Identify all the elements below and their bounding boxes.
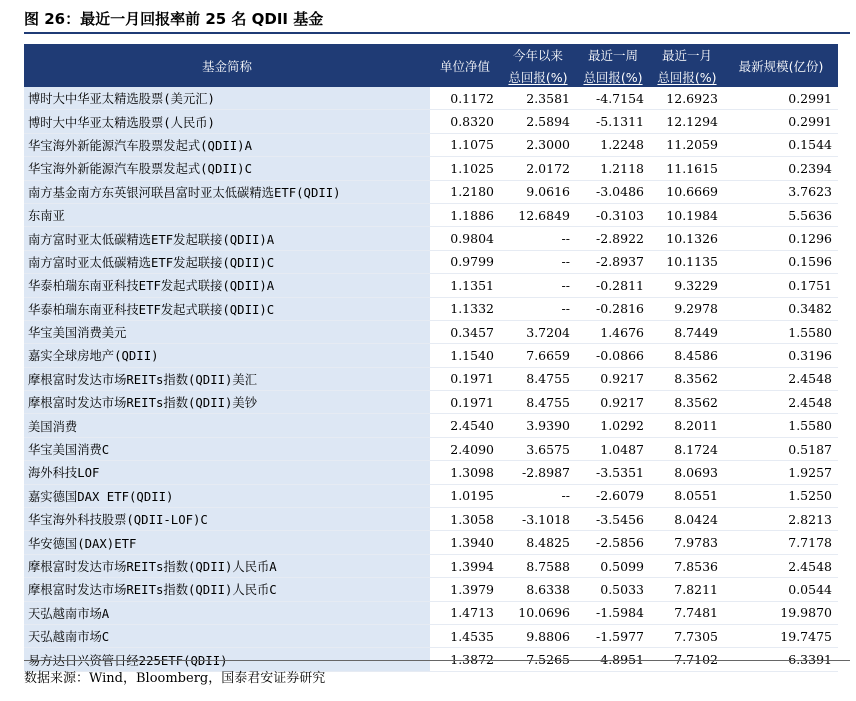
- fund-name-cell: 南方富时亚太低碳精选ETF发起联接(QDII)A: [24, 227, 430, 250]
- figure-title: 图 26：最近一月回报率前 25 名 QDII 基金: [24, 8, 850, 34]
- fund-name-cell: 易方达日兴资管日经225ETF(QDII): [24, 648, 430, 671]
- nav-cell: 2.4540: [430, 414, 500, 437]
- ytd-return-cell: 3.6575: [500, 437, 576, 460]
- week-return-cell: -0.2816: [576, 297, 650, 320]
- fund-name-cell: 华宝美国消费美元: [24, 320, 430, 343]
- week-return-cell: -4.7154: [576, 87, 650, 110]
- week-return-cell: 0.5033: [576, 578, 650, 601]
- ytd-return-cell: --: [500, 250, 576, 273]
- header-1w-return: 总回报(%): [576, 66, 650, 87]
- fund-table-body: [24, 87, 838, 671]
- month-return-cell: 7.7481: [650, 601, 724, 624]
- nav-cell: 0.1971: [430, 367, 500, 390]
- size-cell: 0.5187: [724, 437, 838, 460]
- fund-name-cell: 华泰柏瑞东南亚科技ETF发起式联接(QDII)C: [24, 297, 430, 320]
- fund-name-cell: 华泰柏瑞东南亚科技ETF发起式联接(QDII)A: [24, 274, 430, 297]
- size-cell: 6.3391: [724, 648, 838, 671]
- week-return-cell: -2.8937: [576, 250, 650, 273]
- ytd-return-cell: 8.4825: [500, 531, 576, 554]
- table-row: [24, 601, 838, 624]
- table-row: [24, 274, 838, 297]
- week-return-cell: -2.6079: [576, 484, 650, 507]
- size-cell: 2.4548: [724, 367, 838, 390]
- size-cell: 19.7475: [724, 624, 838, 647]
- size-cell: 2.8213: [724, 508, 838, 531]
- table-row: [24, 437, 838, 460]
- size-cell: 1.5580: [724, 414, 838, 437]
- size-cell: 1.5250: [724, 484, 838, 507]
- nav-cell: 1.0195: [430, 484, 500, 507]
- ytd-return-cell: 7.6659: [500, 344, 576, 367]
- nav-cell: 1.3994: [430, 554, 500, 577]
- week-return-cell: -0.2811: [576, 274, 650, 297]
- table-row: [24, 203, 838, 226]
- nav-cell: 0.9804: [430, 227, 500, 250]
- table-row: [24, 578, 838, 601]
- table-row: [24, 227, 838, 250]
- nav-cell: 1.2180: [430, 180, 500, 203]
- fund-name-cell: 摩根富时发达市场REITs指数(QDII)人民币A: [24, 554, 430, 577]
- fund-table: [24, 44, 838, 672]
- size-cell: 0.0544: [724, 578, 838, 601]
- nav-cell: 1.4535: [430, 624, 500, 647]
- month-return-cell: 12.1294: [650, 110, 724, 133]
- week-return-cell: 1.2118: [576, 157, 650, 180]
- week-return-cell: 1.2248: [576, 133, 650, 156]
- size-cell: 2.4548: [724, 554, 838, 577]
- fund-name-cell: 华宝海外科技股票(QDII-LOF)C: [24, 508, 430, 531]
- month-return-cell: 11.1615: [650, 157, 724, 180]
- fund-name-cell: 摩根富时发达市场REITs指数(QDII)美钞: [24, 391, 430, 414]
- ytd-return-cell: 2.3581: [500, 87, 576, 110]
- size-cell: 0.3482: [724, 297, 838, 320]
- month-return-cell: 8.3562: [650, 391, 724, 414]
- size-cell: 0.1296: [724, 227, 838, 250]
- month-return-cell: 7.8211: [650, 578, 724, 601]
- fund-name-cell: 华宝海外新能源汽车股票发起式(QDII)C: [24, 157, 430, 180]
- size-cell: 3.7623: [724, 180, 838, 203]
- month-return-cell: 8.3562: [650, 367, 724, 390]
- fund-name-cell: 华安德国(DAX)ETF: [24, 531, 430, 554]
- header-1m: 最近一月: [650, 44, 724, 66]
- month-return-cell: 10.1984: [650, 203, 724, 226]
- ytd-return-cell: 3.9390: [500, 414, 576, 437]
- month-return-cell: 7.8536: [650, 554, 724, 577]
- header-nav: 单位净值: [430, 44, 500, 87]
- ytd-return-cell: 8.4755: [500, 367, 576, 390]
- table-row: [24, 508, 838, 531]
- week-return-cell: -0.0866: [576, 344, 650, 367]
- fund-name-cell: 海外科技LOF: [24, 461, 430, 484]
- fund-name-cell: 华宝海外新能源汽车股票发起式(QDII)A: [24, 133, 430, 156]
- table-row: [24, 484, 838, 507]
- size-cell: 5.5636: [724, 203, 838, 226]
- nav-cell: 1.1540: [430, 344, 500, 367]
- ytd-return-cell: 3.7204: [500, 320, 576, 343]
- month-return-cell: 8.2011: [650, 414, 724, 437]
- week-return-cell: -1.5984: [576, 601, 650, 624]
- week-return-cell: 1.0292: [576, 414, 650, 437]
- fund-name-cell: 天弘越南市场C: [24, 624, 430, 647]
- size-cell: 0.1596: [724, 250, 838, 273]
- ytd-return-cell: 12.6849: [500, 203, 576, 226]
- table-row: [24, 157, 838, 180]
- table-row: [24, 554, 838, 577]
- nav-cell: 0.9799: [430, 250, 500, 273]
- month-return-cell: 9.3229: [650, 274, 724, 297]
- size-cell: 19.9870: [724, 601, 838, 624]
- size-cell: 1.9257: [724, 461, 838, 484]
- nav-cell: 1.1025: [430, 157, 500, 180]
- nav-cell: 0.1172: [430, 87, 500, 110]
- nav-cell: 0.8320: [430, 110, 500, 133]
- ytd-return-cell: 2.3000: [500, 133, 576, 156]
- table-row: [24, 531, 838, 554]
- nav-cell: 1.3098: [430, 461, 500, 484]
- ytd-return-cell: -2.8987: [500, 461, 576, 484]
- month-return-cell: 10.6669: [650, 180, 724, 203]
- data-source-note: 数据来源：Wind，Bloomberg，国泰君安证券研究: [24, 660, 850, 686]
- nav-cell: 0.3457: [430, 320, 500, 343]
- month-return-cell: 10.1326: [650, 227, 724, 250]
- nav-cell: 1.3979: [430, 578, 500, 601]
- header-size: 最新规模(亿份): [724, 44, 838, 87]
- table-row: [24, 87, 838, 110]
- table-row: [24, 624, 838, 647]
- ytd-return-cell: -3.1018: [500, 508, 576, 531]
- nav-cell: 1.1351: [430, 274, 500, 297]
- ytd-return-cell: 2.0172: [500, 157, 576, 180]
- ytd-return-cell: --: [500, 274, 576, 297]
- week-return-cell: -3.5351: [576, 461, 650, 484]
- fund-name-cell: 博时大中华亚太精选股票(人民币): [24, 110, 430, 133]
- nav-cell: 1.3872: [430, 648, 500, 671]
- month-return-cell: 12.6923: [650, 87, 724, 110]
- nav-cell: 1.1332: [430, 297, 500, 320]
- table-row: [24, 133, 838, 156]
- ytd-return-cell: --: [500, 297, 576, 320]
- month-return-cell: 7.9783: [650, 531, 724, 554]
- ytd-return-cell: 8.7588: [500, 554, 576, 577]
- fund-name-cell: 嘉实全球房地产(QDII): [24, 344, 430, 367]
- fund-name-cell: 博时大中华亚太精选股票(美元汇): [24, 87, 430, 110]
- week-return-cell: -1.5977: [576, 624, 650, 647]
- week-return-cell: -3.5456: [576, 508, 650, 531]
- header-fund-name: 基金简称: [24, 44, 430, 87]
- size-cell: 0.1544: [724, 133, 838, 156]
- fund-name-cell: 摩根富时发达市场REITs指数(QDII)美汇: [24, 367, 430, 390]
- table-row: [24, 250, 838, 273]
- ytd-return-cell: 7.5265: [500, 648, 576, 671]
- size-cell: 0.1751: [724, 274, 838, 297]
- fund-name-cell: 南方富时亚太低碳精选ETF发起联接(QDII)C: [24, 250, 430, 273]
- nav-cell: 1.3058: [430, 508, 500, 531]
- week-return-cell: -3.0486: [576, 180, 650, 203]
- size-cell: 0.2991: [724, 110, 838, 133]
- month-return-cell: 9.2978: [650, 297, 724, 320]
- ytd-return-cell: 10.0696: [500, 601, 576, 624]
- month-return-cell: 11.2059: [650, 133, 724, 156]
- month-return-cell: 8.0424: [650, 508, 724, 531]
- month-return-cell: 7.7305: [650, 624, 724, 647]
- month-return-cell: 8.4586: [650, 344, 724, 367]
- size-cell: 1.5580: [724, 320, 838, 343]
- table-row: [24, 367, 838, 390]
- month-return-cell: 8.0693: [650, 461, 724, 484]
- nav-cell: 2.4090: [430, 437, 500, 460]
- week-return-cell: -2.5856: [576, 531, 650, 554]
- header-1m-return: 总回报(%): [650, 66, 724, 87]
- header-1w: 最近一周: [576, 44, 650, 66]
- size-cell: 7.7178: [724, 531, 838, 554]
- table-row: [24, 110, 838, 133]
- fund-name-cell: 嘉实德国DAX ETF(QDII): [24, 484, 430, 507]
- fund-name-cell: 美国消费: [24, 414, 430, 437]
- table-row: [24, 180, 838, 203]
- header-ytd-return: 总回报(%): [500, 66, 576, 87]
- week-return-cell: -4.8951: [576, 648, 650, 671]
- week-return-cell: 0.9217: [576, 391, 650, 414]
- size-cell: 0.2991: [724, 87, 838, 110]
- ytd-return-cell: 9.8806: [500, 624, 576, 647]
- month-return-cell: 10.1135: [650, 250, 724, 273]
- fund-name-cell: 天弘越南市场A: [24, 601, 430, 624]
- ytd-return-cell: 8.4755: [500, 391, 576, 414]
- week-return-cell: 0.9217: [576, 367, 650, 390]
- nav-cell: 1.1075: [430, 133, 500, 156]
- ytd-return-cell: 9.0616: [500, 180, 576, 203]
- week-return-cell: -5.1311: [576, 110, 650, 133]
- nav-cell: 1.1886: [430, 203, 500, 226]
- nav-cell: 0.1971: [430, 391, 500, 414]
- week-return-cell: 1.0487: [576, 437, 650, 460]
- fund-name-cell: 华宝美国消费C: [24, 437, 430, 460]
- table-row: [24, 297, 838, 320]
- size-cell: 0.3196: [724, 344, 838, 367]
- fund-name-cell: 南方基金南方东英银河联昌富时亚太低碳精选ETF(QDII): [24, 180, 430, 203]
- week-return-cell: -0.3103: [576, 203, 650, 226]
- header-ytd: 今年以来: [500, 44, 576, 66]
- table-row: [24, 344, 838, 367]
- table-row: [24, 391, 838, 414]
- week-return-cell: 1.4676: [576, 320, 650, 343]
- nav-cell: 1.4713: [430, 601, 500, 624]
- ytd-return-cell: 8.6338: [500, 578, 576, 601]
- table-row: [24, 414, 838, 437]
- month-return-cell: 8.7449: [650, 320, 724, 343]
- table-row: [24, 320, 838, 343]
- week-return-cell: 0.5099: [576, 554, 650, 577]
- month-return-cell: 8.1724: [650, 437, 724, 460]
- size-cell: 0.2394: [724, 157, 838, 180]
- week-return-cell: -2.8922: [576, 227, 650, 250]
- nav-cell: 1.3940: [430, 531, 500, 554]
- month-return-cell: 7.7102: [650, 648, 724, 671]
- ytd-return-cell: --: [500, 227, 576, 250]
- fund-name-cell: 东南亚: [24, 203, 430, 226]
- ytd-return-cell: --: [500, 484, 576, 507]
- fund-name-cell: 摩根富时发达市场REITs指数(QDII)人民币C: [24, 578, 430, 601]
- table-row: [24, 461, 838, 484]
- ytd-return-cell: 2.5894: [500, 110, 576, 133]
- size-cell: 2.4548: [724, 391, 838, 414]
- month-return-cell: 8.0551: [650, 484, 724, 507]
